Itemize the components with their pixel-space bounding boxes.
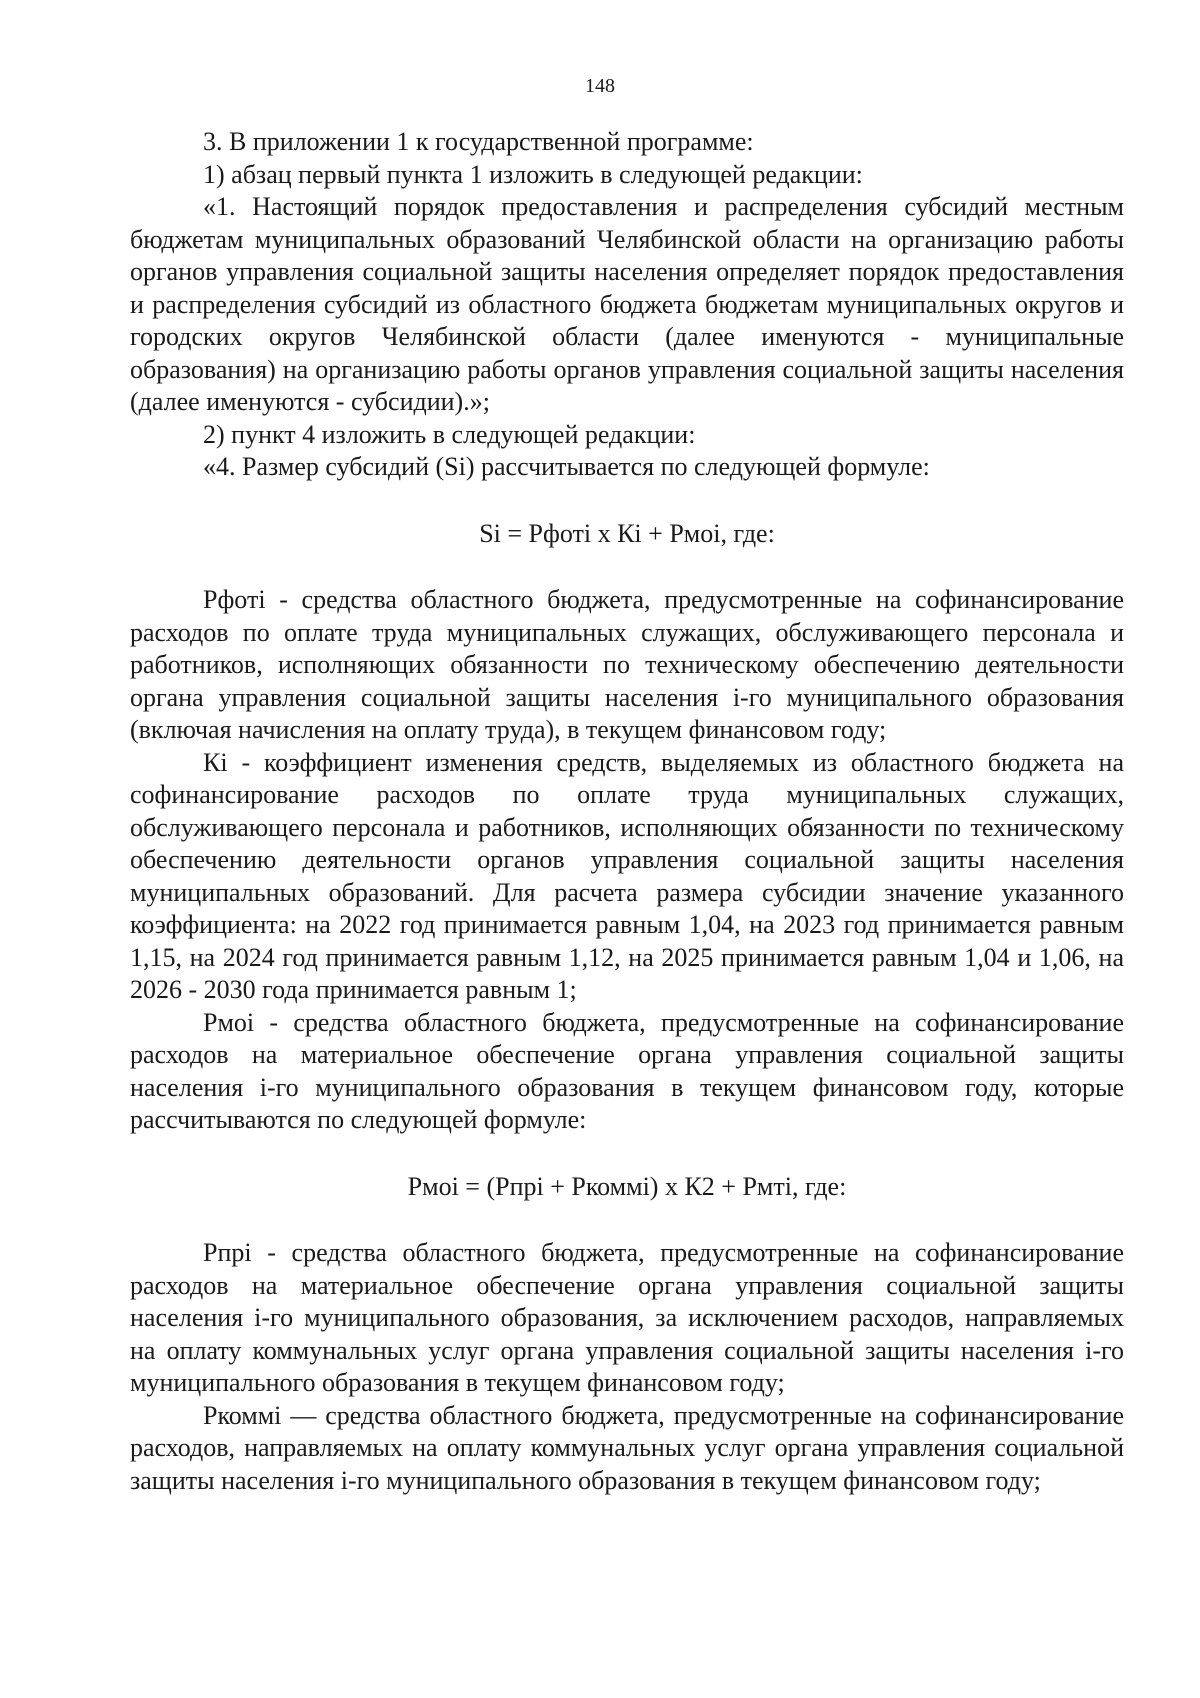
paragraph-definition-ki: Кi - коэффициент изменения средств, выделяемых из областного бюджета на софинансирование расходов по оплате труда муниципальных служащих, обслуживающего персонала и работников, исполняющих обязанности по техническому обеспечению деятельности органов управления социальной защиты населения муниципальных образований. Для расчета размера субсидии значение указанного коэффициента: на 2022 год принимается равным 1,04, на 2023 год принимается равным 1,15, на 2024 год принимается равным 1,12, на 2025 принимается равным 1,04 и 1,06, на 2026 - 2030 года принимается равным 1; [130, 747, 1124, 1004]
paragraph-subitem-1: 1) абзац первый пункта 1 изложить в следующей редакции: [203, 159, 863, 189]
formula-rmo: Рмоi = (Рпрi + Ркоммi) х К2 + Рмтi, где: [407, 1171, 847, 1201]
page-number: 148 [585, 75, 615, 97]
paragraph-definition-rfot: Рфотi - средства областного бюджета, предусмотренные на софинансирование расходов по оплате труда муниципальных служащих, обслуживающего персонала и работников, исполняющих обязанности по техническому обеспечению деятельности органа управления социальной защиты населения i-го муниципального образования (включая начисления на оплату труда), в текущем финансовом году; [130, 585, 1124, 744]
paragraph-item-3-heading: 3. В приложении 1 к государственной программе: [203, 127, 754, 156]
paragraph-subitem-2: 2) пункт 4 изложить в следующей редакции: [203, 419, 696, 449]
paragraph-definition-rmo: Рмоi - средства областного бюджета, предусмотренные на софинансирование расходов на материальное обеспечение органа управления социальной защиты населения i-го муниципального образования в текущем финансовом году, которые рассчитываются по следующей формуле: [130, 1007, 1124, 1134]
paragraph-quoted-point-4: «4. Размер субсидий (Si) рассчитывается по следующей формуле: [203, 452, 930, 481]
document-body [130, 126, 1124, 1497]
paragraph-definition-rkomm: Ркоммi — средства областного бюджета, предусмотренные на софинансирование расходов, направляемых на оплату коммунальных услуг органа управления социальной защиты населения i-го муниципального образования в текущем финансовом году; [130, 1400, 1124, 1495]
paragraph-definition-rpr: Рпрi - средства областного бюджета, предусмотренные на софинансирование расходов на материальное обеспечение органа управления социальной защиты населения i-го муниципального образования, за исключением расходов, направляемых на оплату коммунальных услуг органа управления социальной защиты населения i-го муниципального образования в текущем финансовом году; [130, 1238, 1124, 1397]
paragraph-quoted-point-1: «1. Настоящий порядок предоставления и распределения субсидий местным бюджетам муниципальных образований Челябинской области на организацию работы органов управления социальной защиты населения определяет порядок предоставления и распределения субсидий из областного бюджета бюджетам муниципальных округов и городских округов Челябинской области (далее именуются - муниципальные образования) на организацию работы органов управления социальной защиты населения (далее именуются - субсидии).»; [130, 192, 1124, 416]
formula-si: Si = Рфотi х Кi + Рмоi, где: [479, 518, 775, 548]
